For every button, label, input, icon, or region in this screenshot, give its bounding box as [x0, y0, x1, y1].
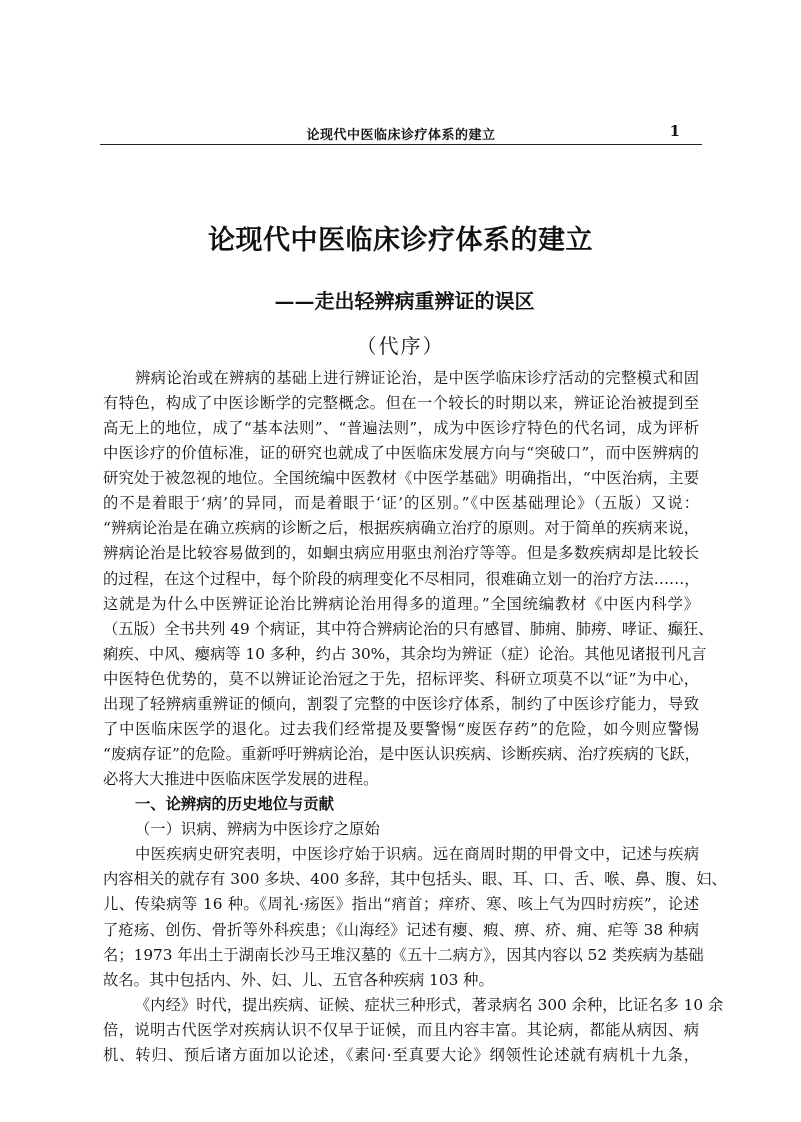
text-line: 中医疾病史研究表明，中医诊疗始于识病。远在商周时期的甲骨文中，记述与疾病 — [135, 845, 699, 864]
text-line: 内容相关的就存有 300 多块、400 多辞，其中包括头、眼、耳、口、舌、喉、鼻、腹、妇、 — [103, 870, 727, 889]
article-subtitle: ——走出轻辨病重辨证的误区 — [274, 289, 535, 313]
text-line: 了中医临床医学的退化。过去我们经常提及要警惕“废医存药”的危险，如今则应警惕 — [103, 719, 699, 738]
text-line: 辨病论治是比较容易做到的，如蛔虫病应用驱虫剂治疗等等。但是多数疾病却是比较长 — [103, 544, 699, 563]
running-title: 论现代中医临床诊疗体系的建立 — [306, 128, 496, 143]
page-number: 1 — [669, 122, 680, 140]
text-line: 儿、传染病等 16 种。《周礼·疡医》指出“痟首；痒疥、寒、咳上气为四时疠疾”，论述 — [103, 895, 699, 914]
text-line: 了疮疡、创伤、骨折等外科疾患；《山海经》记述有瘿、瘕、痹、疥、痈、疟等 38 种病 — [103, 920, 699, 939]
text-line: 研究处于被忽视的地位。全国统编中医教材《中医学基础》明确指出，“中医治病，主要 — [103, 469, 699, 488]
text-line: 高无上的地位，成了“基本法则”、“普遍法则”，成为中医诊疗特色的代名词，成为评析 — [103, 419, 699, 438]
text-line: （五版）全书共列 49 个病证，其中符合辨病论治的只有感冒、肺痈、肺痨、哮证、癫狂、 — [103, 619, 714, 638]
running-header — [100, 122, 702, 145]
section-heading: 一、论辨病的历史地位与贡献 — [135, 795, 334, 814]
text-line: 出现了轻辨病重辨证的倾向，割裂了完整的中医诊疗体系，制约了中医诊疗能力，导致 — [103, 694, 699, 713]
text-line: “辨病论治是在确立疾病的诊断之后，根据疾病确立治疗的原则。对于简单的疾病来说， — [103, 519, 699, 538]
text-line: 痢疾、中风、瘿病等 10 多种，约占 30%，其余均为辨证（症）论治。其他见诸报刊凡言 — [103, 644, 707, 663]
text-line: 的不是着眼于‘病’的异同，而是着眼于‘证’的区别。”《中医基础理论》（五版）又说： — [103, 494, 699, 513]
text-line: 机、转归、预后诸方面加以论述，《素问·至真要大论》纲领性论述就有病机十九条， — [103, 1045, 699, 1064]
text-line: 故名。其中包括内、外、妇、儿、五官各种疾病 103 种。 — [103, 970, 494, 989]
text-line: 《内经》时代，提出疾病、证候、症状三种形式，著录病名 300 余种，比证名多 10 余 — [135, 995, 724, 1014]
text-line: 有特色，构成了中医诊断学的完整概念。但在一个较长的时期以来，辨证论治被提到至 — [103, 394, 699, 413]
article-title: 论现代中医临床诊疗体系的建立 — [208, 225, 593, 256]
text-line: 这就是为什么中医辨证论治比辨病论治用得多的道理。”全国统编教材《中医内科学》 — [103, 594, 699, 613]
text-line: 必将大大推进中医临床医学发展的进程。 — [103, 770, 379, 789]
preface-tag: （代序） — [356, 334, 445, 358]
text-line: 名；1973 年出土于湖南长沙马王堆汉墓的《五十二病方》，因其内容以 52 类疾病为基础 — [103, 945, 704, 964]
text-line: （一）识病、辨病为中医诊疗之原始 — [135, 820, 380, 839]
text-line: “废病存证”的危险。重新呼吁辨病论治，是中医认识疾病、诊断疾病、治疗疾病的飞跃， — [103, 745, 700, 764]
text-line: 中医诊疗的价值标准，证的研究也就成了中医临床发展方向与“突破口”，而中医辨病的 — [103, 444, 699, 463]
text-line: 的过程，在这个过程中，每个阶段的病理变化不尽相同，很难确立划一的治疗方法……， — [103, 569, 700, 588]
text-line: 倍，说明古代医学对疾病认识不仅早于证候，而且内容丰富。其论病，都能从病因、病 — [103, 1020, 699, 1039]
text-line: 中医特色优势的，莫不以辨证论治冠之于先，招标评奖、科研立项莫不以“证”为中心， — [103, 669, 699, 688]
text-line: 辨病论治或在辨病的基础上进行辨证论治，是中医学临床诊疗活动的完整模式和固 — [135, 369, 699, 387]
